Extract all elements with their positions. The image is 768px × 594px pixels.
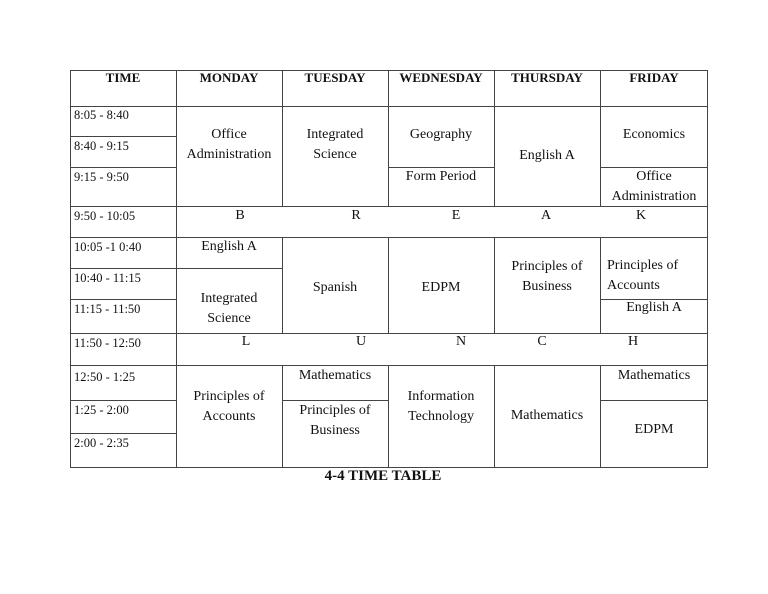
time-slot: 9:15 - 9:50	[74, 170, 129, 184]
thursday-english-a: English A	[519, 148, 575, 163]
time-slot: 10:40 - 11:15	[74, 271, 141, 285]
table-caption: 4-4 TIME TABLE	[324, 468, 442, 484]
header-wednesday: WEDNESDAY	[399, 70, 483, 85]
time-slot: 9:50 - 10:05	[74, 209, 136, 223]
subject-line: Office	[211, 127, 247, 142]
lunch-letter: N	[455, 334, 467, 349]
tuesday-integrated-science	[282, 124, 388, 166]
tuesday-mathematics: Mathematics	[298, 368, 372, 383]
header-monday: MONDAY	[199, 70, 259, 85]
friday-office-administration	[600, 166, 708, 208]
monday-integrated-science	[176, 288, 282, 330]
subject-line: Science	[207, 311, 251, 326]
subject-line: Administration	[611, 189, 697, 204]
time-slot: 10:05 -1 0:40	[74, 240, 142, 254]
monday-principles-of-accounts	[176, 386, 282, 428]
subject-line: Accounts	[607, 278, 660, 293]
time-slot: 1:25 - 2:00	[74, 403, 129, 417]
wednesday-form-period: Form Period	[405, 169, 477, 184]
wednesday-geography: Geography	[409, 127, 473, 142]
wednesday-information-technology	[388, 386, 494, 428]
lunch-letter: C	[537, 334, 547, 349]
tuesday-spanish: Spanish	[312, 280, 358, 295]
subject-line: Business	[522, 279, 572, 294]
friday-economics: Economics	[622, 127, 686, 142]
time-slot: 8:05 - 8:40	[74, 108, 129, 122]
friday-english-a: English A	[626, 300, 682, 315]
time-slot: 11:15 - 11:50	[74, 302, 141, 316]
subject-line: Principles of	[607, 258, 679, 273]
time-slot: 2:00 - 2:35	[74, 436, 129, 450]
header-time: TIME	[105, 70, 141, 85]
break-letter: A	[540, 208, 552, 223]
subject-line: Information	[407, 389, 475, 404]
friday-edpm: EDPM	[634, 422, 674, 437]
break-letter: B	[235, 208, 245, 223]
friday-principles-of-accounts	[600, 256, 708, 298]
subject-line: Principles of	[193, 389, 265, 404]
subject-line: Administration	[186, 147, 272, 162]
subject-line: Integrated	[306, 127, 364, 142]
friday-mathematics: Mathematics	[617, 368, 691, 383]
subject-line: Office	[636, 169, 672, 184]
subject-line: Business	[310, 423, 360, 438]
lunch-letter: H	[627, 334, 639, 349]
header-friday: FRIDAY	[629, 70, 679, 85]
thursday-mathematics: Mathematics	[510, 408, 584, 423]
lunch-letter: L	[241, 334, 251, 349]
subject-line: Accounts	[202, 409, 256, 424]
thursday-principles-of-business	[494, 256, 600, 298]
subject-line: Integrated	[200, 291, 258, 306]
monday-office-administration	[176, 124, 282, 166]
break-letter: R	[351, 208, 361, 223]
break-letter: E	[451, 208, 461, 223]
header-tuesday: TUESDAY	[304, 70, 366, 85]
tuesday-principles-of-business	[282, 400, 388, 442]
monday-english-a: English A	[201, 239, 257, 254]
time-slot: 11:50 - 12:50	[74, 336, 141, 350]
subject-line: Principles of	[299, 403, 371, 418]
time-slot: 12:50 - 1:25	[74, 370, 136, 384]
subject-line: Technology	[408, 409, 474, 424]
subject-line: Principles of	[511, 259, 583, 274]
time-slot: 8:40 - 9:15	[74, 139, 129, 153]
header-thursday: THURSDAY	[511, 70, 583, 85]
subject-line: Science	[313, 147, 357, 162]
lunch-letter: U	[355, 334, 367, 349]
break-letter: K	[635, 208, 647, 223]
wednesday-edpm: EDPM	[421, 280, 461, 295]
